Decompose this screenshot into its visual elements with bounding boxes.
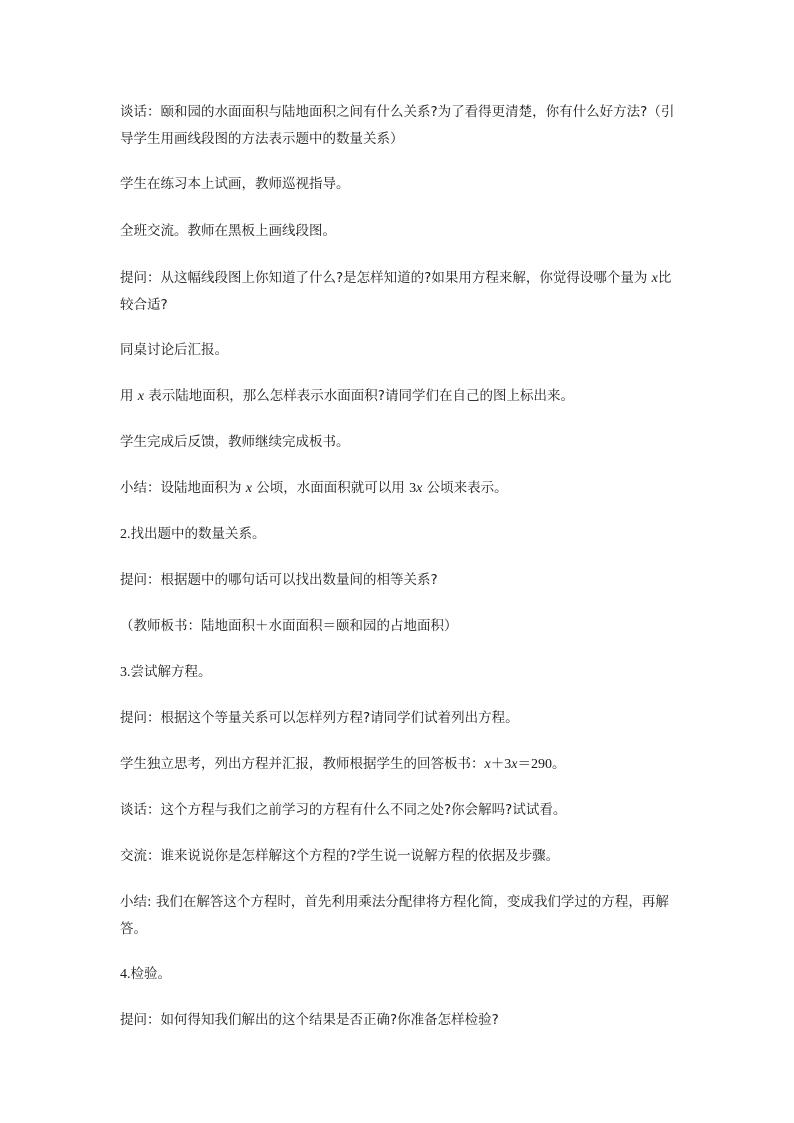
paragraph-desk-discussion — [120, 337, 680, 364]
text-run: ＝ — [517, 756, 531, 772]
text-run: 检验。 — [130, 966, 171, 982]
paragraph-exchange-steps — [120, 843, 680, 870]
number-text: 3 — [504, 757, 512, 772]
text-run: 尝试解方程。 — [130, 664, 212, 680]
text-run: 用 — [120, 388, 138, 404]
math-variable: x — [484, 757, 491, 772]
text-run: 交流：谁来说说你是怎样解这个方程的?学生说一说解方程的依据及步骤。 — [120, 848, 560, 864]
number-text: 2. — [120, 527, 131, 542]
paragraph-question-equation — [120, 705, 680, 732]
text-run: 提问：从这幅线段图上你知道了什么?是怎样知道的?如果用方程来解，你觉得设哪个量为 — [120, 270, 652, 286]
paragraph-feedback — [120, 429, 680, 456]
paragraph-dialogue-difference — [120, 797, 680, 824]
text-run: 同桌讨论后汇报。 — [120, 342, 228, 358]
section-heading-find-relation — [120, 521, 680, 548]
text-run: 谈话：颐和园的水面面积与陆地面积之间有什么关系?为了看得更清楚，你有什么好方法?（引导学生用画线段图的方法表示题中的数量关系） — [120, 104, 675, 147]
math-variable: x — [651, 271, 658, 286]
paragraph-summary-variable — [120, 475, 680, 502]
paragraph-board-equation — [120, 751, 680, 778]
section-heading-solve — [120, 659, 680, 686]
text-run: 全班交流。教师在黑板上画线段图。 — [120, 223, 336, 239]
number-text: 290 — [530, 757, 552, 772]
text-run: 。 — [551, 756, 566, 772]
number-text: 3. — [120, 665, 131, 680]
text-run: 学生在练习本上试画，教师巡视指导。 — [120, 176, 350, 192]
text-run: 提问：根据题中的哪句话可以找出数量间的相等关系? — [120, 572, 438, 588]
paragraph-represent-land — [120, 383, 680, 410]
number-text: 3 — [409, 481, 417, 496]
text-run: 公顷，水面面积就可以用 — [252, 480, 410, 496]
paragraph-question-check — [120, 1007, 680, 1034]
math-variable: x — [245, 481, 253, 496]
text-run: （教师板书：陆地面积＋水面面积＝颐和园的占地面积） — [120, 618, 458, 634]
paragraph-student-draw — [120, 171, 680, 198]
text-run: 提问：根据这个等量关系可以怎样列方程?请同学们试着列出方程。 — [120, 710, 519, 726]
section-heading-check — [120, 961, 680, 988]
paragraph-question-relation — [120, 567, 680, 594]
paragraph-class-exchange — [120, 218, 680, 245]
text-run: 小结: 我们在解答这个方程时，首先利用乘法分配律将方程化简，变成我们学过的方程，再解答。 — [120, 894, 669, 937]
paragraph-board-relation — [120, 613, 680, 640]
text-run: 学生独立思考，列出方程并汇报，教师根据学生的回答板书： — [120, 756, 485, 772]
paragraph-dialogue-intro — [120, 99, 680, 153]
number-text: 4. — [120, 967, 131, 982]
math-variable: x — [511, 757, 518, 772]
text-run: 公顷来表示。 — [422, 480, 508, 496]
text-run: 学生完成后反馈，教师继续完成板书。 — [120, 434, 350, 450]
text-run: 谈话：这个方程与我们之前学习的方程有什么不同之处?你会解吗?试试看。 — [120, 802, 567, 818]
text-run: ＋ — [490, 756, 505, 772]
text-run: 比较合适? — [120, 270, 672, 313]
text-run: 表示陆地面积，那么怎样表示水面面积?请同学们在自己的图上标出来。 — [144, 388, 574, 404]
text-run: 找出题中的数量关系。 — [130, 526, 266, 542]
paragraph-question-variable — [120, 265, 680, 319]
math-variable: x — [137, 389, 145, 404]
text-run: 提问：如何得知我们解出的这个结果是否正确?你准备怎样检验? — [120, 1012, 499, 1028]
math-variable: x — [416, 481, 423, 496]
paragraph-summary-solve — [120, 889, 680, 943]
text-run: 小结：设陆地面积为 — [120, 480, 246, 496]
